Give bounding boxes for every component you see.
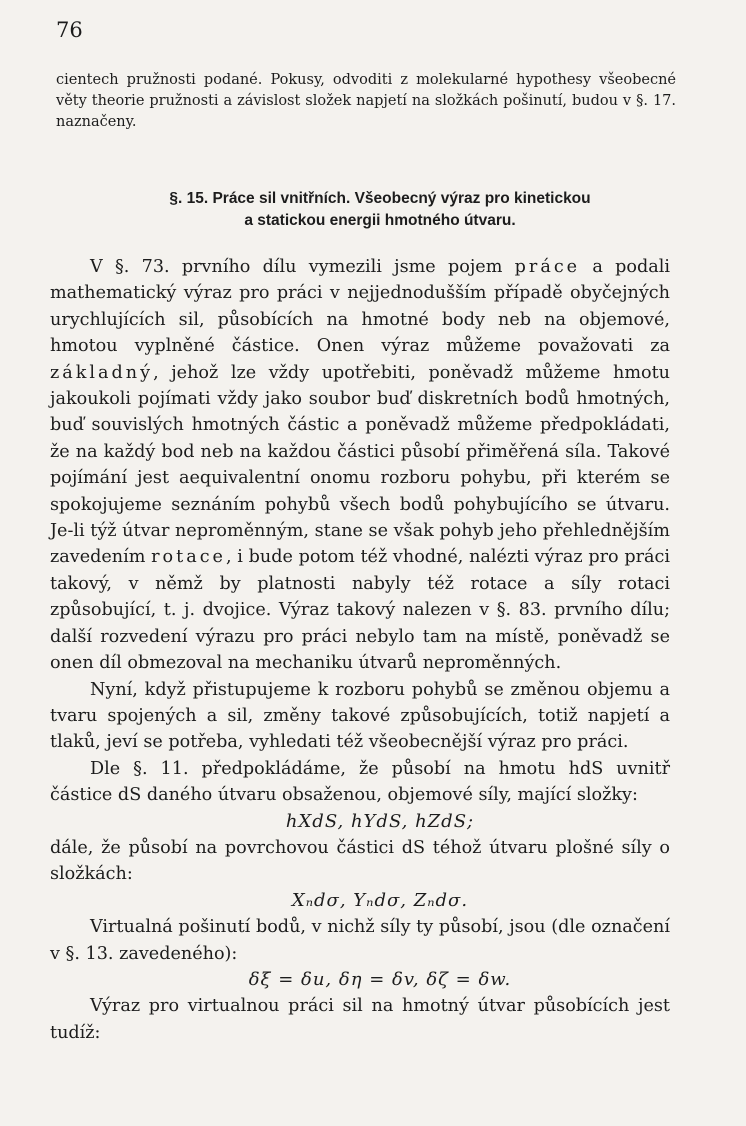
emphasis-prace: práce: [514, 257, 581, 277]
intro-paragraph: cientech pružnosti podané. Pokusy, odvoditi z molekularné hypothesy všeobecné věty theorie pružnosti a závislost složek napjetí na složkách pošinutí, budou v §. 17. naznačeny.: [56, 72, 676, 130]
formula-surface-forces: Xₙdσ, Yₙdσ, Zₙdσ.: [291, 889, 469, 911]
formula-virtual-displacements: δξ = δu, δη = δv, δζ = δw.: [248, 968, 512, 990]
paragraph-1-text-a: V §. 73. prvního dílu vymezili jsme pojem: [90, 257, 515, 277]
emphasis-rotace: rotace: [151, 547, 226, 568]
body-text: [50, 254, 670, 1046]
paragraph-1-text-c: , jehož lze vždy upotřebiti, poněvadž můžeme hmotu jakoukoli pojímati vždy jako soubor buď diskretních bodů hmotných, buď souvislých hmotných částic a poněvadž můžeme předpokládati, že na každý bod neb na každou částici působí přiměřená síla. Takové pojímání jest aequivalentní onomu rozboru pohybu, při kterém se spokojujeme seznáním pohybů všech bodů pohybujícího se útvaru. Je-li týž útvar neproměnným, stane se však pohyb jeho přehlednějším zavedením: [50, 362, 670, 568]
paragraph-3: Dle §. 11. předpokládáme, že působí na hmotu hdS uvnitř částice dS daného útvaru obsaženou, objemové síly, mající složky:: [50, 758, 670, 806]
paragraph-1: [50, 254, 670, 677]
paragraph-5: Virtualná pošinutí bodů, v nichž síly ty působí, jsou (dle označení v §. 13. zavedeného):: [50, 917, 670, 964]
paragraph-6: Výraz pro virtualnou práci sil na hmotný útvar působících jest tudíž:: [50, 996, 670, 1043]
emphasis-zakladny: základný: [50, 362, 154, 383]
paragraph-2: Nyní, když přistupujeme k rozboru pohybů se změnou objemu a tvaru spojených a sil, změny takové způsobujících, totiž napjetí a tlaků, jeví se potřeba, vyhledati též všeobecnější výraz pro práci.: [50, 679, 670, 753]
paragraph-1-text-d: , i bude potom též vhodné, nalézti výraz pro práci takový, v němž by platnosti nabyly též rotace a síly rotaci způsobující, t. j. dvojice. Výraz takový nalezen v §. 83. prvního dílu; další rozvedení výrazu pro práci nebylo tam na místě, poněvadž se onen díl obmezoval na mechaniku útvarů neproměnných.: [50, 547, 670, 674]
paragraph-4: dále, že působí na povrchovou částici dS téhož útvaru plošné síly o složkách:: [50, 837, 670, 885]
section-heading-line-2: a statickou energii hmotného útvaru.: [244, 212, 516, 229]
page-number: 76: [56, 18, 83, 42]
section-heading: [100, 188, 660, 232]
paragraph-1-text-b: a podali mathematický výraz pro práci v nejjednodušším případě obyčejných urychlujících sil, působících na hmotné body neb na objemové, hmotou vyplněné částice. Onen výraz můžeme považovati za: [50, 257, 670, 357]
formula-volume-forces: hXdS, hYdS, hZdS;: [285, 810, 475, 832]
section-heading-line-1: §. 15. Práce sil vnitřních. Všeobecný výraz pro kinetickou: [169, 190, 591, 207]
